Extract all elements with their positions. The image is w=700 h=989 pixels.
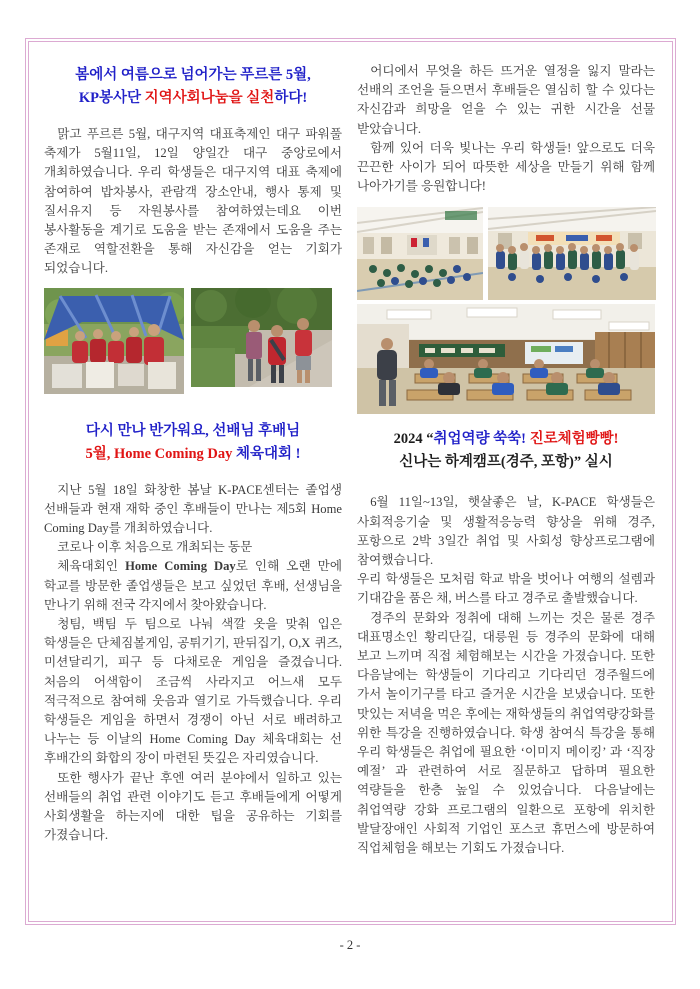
article4-photos-top [357,207,655,300]
article1-title-line2-blue2: 하다! [274,90,308,106]
article2-title-line2-red: 5월, Home Coming Day [85,445,237,462]
article4-title-line1-red: 진로체험빵빵! [525,431,619,448]
article4-paragraph-3: 경주의 문화와 정취에 대해 느끼는 것은 물론 경주 대표명소인 황리단길, 대릉원 등 경주의 문화에 대해 보고 느끼며 직접 체험해보는 시간을 가졌습니다. 또한 다음날에는 학생들이 기다리고 기다리던 경주월드에 가서 놀이기구를 타고 즐거운 시간을 보냈습니다. 또한 맛있는 저녁을 먹은 후에는 재학생들의 취업역량강화를 위한 특강을 진행하였습니다. 학생 참여식 특강을 통해 우리 학생들은 취업에 필요한 ‘이미지 메이킹’ 과 ‘직장 예절’ 과 관련하여 서로 질문하고 답하며 필요한 역량들을 한층 높일 수 있었습니다. 다음날에는 취업역량 강화 프로그램의 일환으로 포항에 위치한 발달장애인 사회적 기업인 포스코 휴먼스에 방문하여 직업체험을 해보는 기회도 가졌습니다. [357,610,655,856]
page-number: - 2 - [339,938,361,952]
article2-paragraph-3-post: 로 인해 오랜 만에 학교를 방문한 졸업생들은 보고 싶었던 후배, 선생님을 만나기 위해 전국 각지에서 찾아왔습니다. [44,559,342,612]
article2-paragraph-3-pre: 체육대회인 [57,559,126,574]
article1-photos [44,288,342,394]
article2-paragraph-3 [44,557,342,615]
article2-title-line1: 다시 만나 반가워요, 선배님 후배님 [85,422,301,439]
photo-park-helping [191,288,332,394]
article1-title-line2-red: 지역사회나눔을 실천 [144,90,275,106]
article2-paragraph-4: 청팀, 백팀 두 팀으로 나눠 색깔 옷을 맞춰 입은 학생들은 단체짐볼게임, 공튀기기, 판뒤집기, O,X 퀴즈, 미션달리기, 피구 등 다채로운 게임을 즐겼습니다. 처음의 어색함이 조금씩 사라지고 어느새 모두 적극적으로 참여해 웃음과 열기로 가득했습니다. 우리 학생들은 게임을 하면서 경쟁이 아닌 서로 배려하고 나누는 등 이날의 Home Coming Day 체육대회는 선 후배간의 화합의 장이 마련된 뜻깊은 자리였습니다. [44,617,342,766]
article2-paragraph-2: 코로나 이후 처음으로 개최되는 동문 [57,540,253,555]
article4-title [357,428,655,474]
article3-paragraph-2: 함께 있어 더욱 빛나는 우리 학생들! 앞으로도 더욱 끈끈한 사이가 되어 따뜻한 세상을 만들기 위해 함께 나아가기를 응원합니다! [357,140,655,194]
photo-classroom-lecture [357,304,655,414]
photo-gym-seated-group [357,207,483,300]
article4-title-line2: 신나는 하계캠프(경주, 포항)” 실시 [399,454,613,471]
article3-paragraph-1: 어디에서 무엇을 하든 뜨거운 열정을 잃지 말라는 선배의 조언을 들으면서 후배들은 열심히 할 수 있다는 자신감과 희망을 얻을 수 있는 귀한 시간을 선물 받았습니다. [357,64,655,136]
left-column [44,56,342,921]
article4-paragraph-2: 우리 학생들은 모처럼 학교 밖을 벗어나 여행의 설렘과 기대감을 품은 채, 버스를 타고 경주로 출발했습니다. [357,572,655,606]
article2-paragraph-1: 지난 5월 18일 화창한 봄날 K-PACE센터는 졸업생 선배들과 현재 재학 중인 후배들이 만나는 제5회 Home Coming Day를 개최하였습니다. [44,482,342,536]
right-column [357,56,655,921]
page-frame [25,38,676,925]
photo-gym-group-photo [488,207,656,300]
article2-title [44,420,342,466]
article1-paragraph: 맑고 푸르른 5월, 대구지역 대표축제인 대구 파워풀 축제가 5월11일, 12일 양일간 대구 중앙로에서 개최하였습니다. 우리 학생들은 대구지역 대표 축제에 참여하여 밥차봉사, 관람객 장소안내, 행사 통제 및 질서유지 등 자원봉사를 참여하였는데요 이번 봉사활동을 계기로 도움을 받는 존재에서 도움을 주는 존재로 역할전환을 통해 자신감을 얻는 기회가 되었습니다. [44,127,342,276]
article2-paragraph-5: 또한 행사가 끝난 후엔 여러 분야에서 일하고 있는 선배들의 취업 관련 이야기도 듣고 후배들에게 어떻게 사회생활을 하는지에 대한 팁을 공유하는 기회를 가졌습니다. [44,770,342,843]
article1-title-line2-blue1: KP봉사단 [78,90,145,106]
article4-title-line1-black: 2024 “ [393,431,434,448]
article2-paragraph-3-bold: Home Coming Day [125,559,236,574]
article4-title-line1-blue: 취업역량 쑥쑥! [433,431,526,448]
article2-title-line2-blue: 체육대회 ! [236,445,301,462]
article1-title-line1: 봄에서 여름으로 넘어가는 푸르른 5월, [75,67,311,83]
article4-paragraph-1: 6월 11일~13일, 햇살좋은 날, K-PACE 학생들은 사회적응기술 및 생활적응능력 향상을 위해 경주, 포항으로 2박 3일간 취업 및 사회성 향상프로그램에 참여했습니다. [357,495,655,568]
photo-volunteer-booth [44,288,184,394]
article1-title [44,64,342,110]
